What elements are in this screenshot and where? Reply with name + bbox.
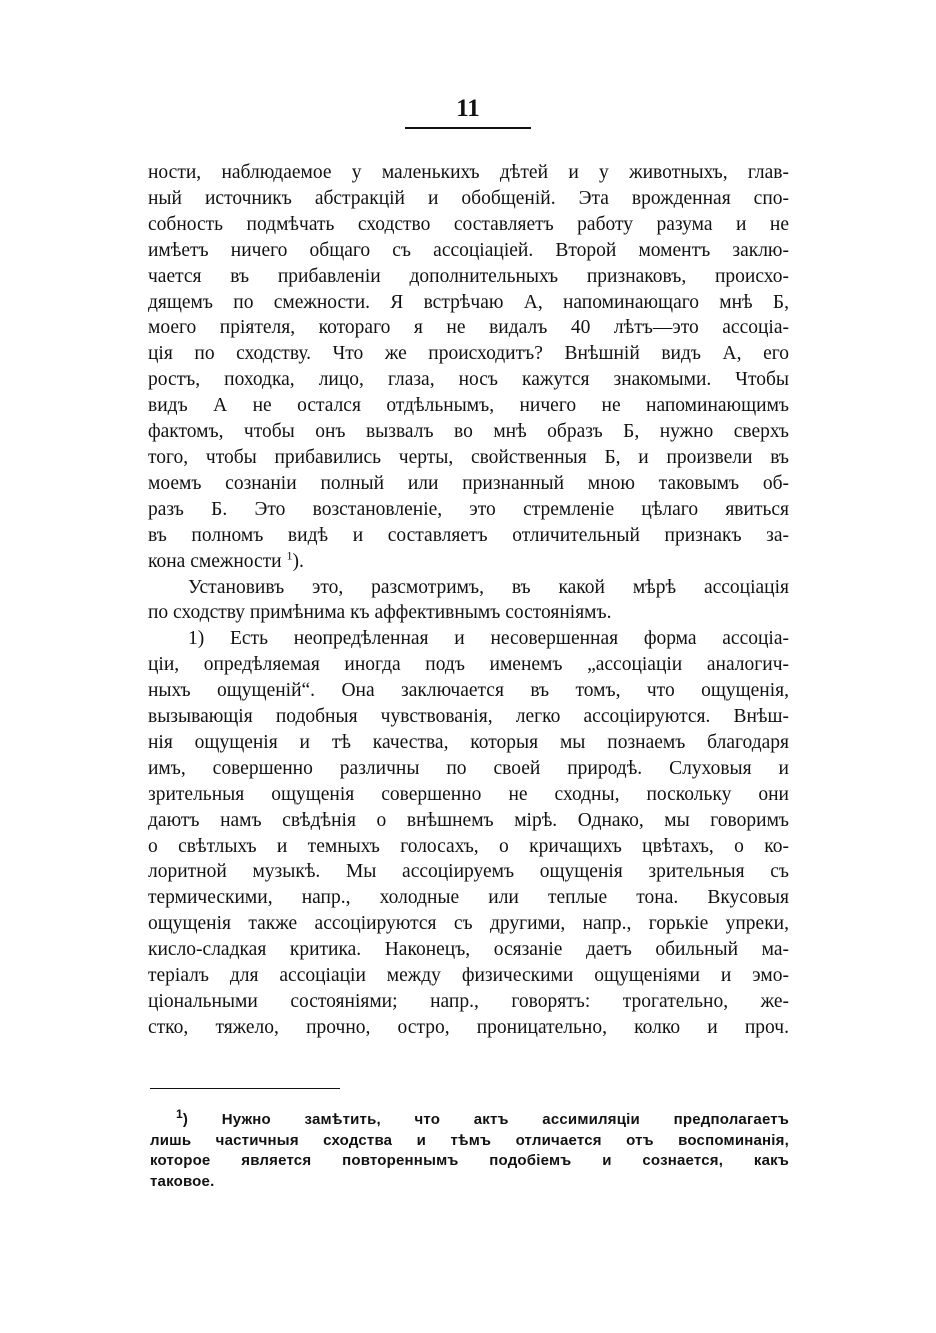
footnote-marker: 1 <box>176 1107 183 1121</box>
text-line: термическими, напр., холодные или теплые тона. Вкусовыя <box>148 887 789 909</box>
text-line: ный источникъ абстракцій и обобщеній. Эта врожденная спо- <box>148 187 789 209</box>
text-line: ція по сходству. Что же происходитъ? Внѣшній видъ А, его <box>148 343 789 365</box>
text-line: въ полномъ видѣ и составляетъ отличительный признакъ за- <box>148 524 789 546</box>
text-line: ціи, опредѣляемая иногда подъ именемъ „ассоціаціи аналогич- <box>148 654 789 676</box>
footnote-line: лишь частичныя сходства и тѣмъ отличается отъ воспоминанія, <box>150 1131 789 1149</box>
text-line-last <box>148 549 789 575</box>
text-line: стко, тяжело, прочно, остро, проницательно, колко и проч. <box>148 1016 789 1038</box>
paragraph-2 <box>148 575 789 627</box>
body-text <box>148 160 789 1041</box>
text-line: имъ, совершенно различны по своей природѣ. Слуховыя и <box>148 757 789 779</box>
footnote-line-last: таковое. <box>150 1172 215 1190</box>
paragraph-3 <box>148 626 789 1041</box>
footnote-separator <box>150 1088 340 1089</box>
text-fragment: ). <box>292 550 304 572</box>
text-line: ціональными состояніями; напр., говорятъ: трогательно, же- <box>148 991 789 1012</box>
page-number: 11 <box>456 95 480 122</box>
footnote-line <box>150 1107 789 1131</box>
text-line: дящемъ по смежности. Я встрѣчаю А, напоминающаго мнѣ Б, <box>148 291 789 313</box>
text-line: ности, наблюдаемое у маленькихъ дѣтей и у животныхъ, глав- <box>148 162 789 183</box>
text-line: 1) Есть неопредѣленная и несовершенная форма ассоціа- <box>188 628 789 650</box>
text-line: зрительныя ощущенія совершенно не сходны, поскольку они <box>148 783 789 805</box>
text-line: разъ Б. Это возстановленіе, это стремленіе цѣлаго явиться <box>148 498 789 520</box>
text-line: собность подмѣчать сходство составляетъ работу разума и не <box>148 213 789 235</box>
text-line: кисло-сладкая критика. Наконецъ, осязаніе даетъ обильный ма- <box>148 939 789 961</box>
text-line: лоритной музыкѣ. Мы ассоціируемъ ощущенія зрительныя съ <box>148 861 789 883</box>
text-line: фактомъ, чтобы онъ вызвалъ во мнѣ образъ Б, нужно сверхъ <box>148 421 789 443</box>
text-line: теріалъ для ассоціаціи между физическими ощущеніями и эмо- <box>148 965 789 987</box>
text-line: того, чтобы прибавились черты, свойственныя Б, и произвели въ <box>148 446 789 468</box>
text-line: видъ А не остался отдѣльнымъ, ничего не напоминающимъ <box>148 395 789 417</box>
text-fragment: кона смежности <box>148 550 282 572</box>
header-rule <box>405 127 531 129</box>
footnote-line: которое является повтореннымъ подобіемъ и сознается, какъ <box>150 1152 789 1169</box>
text-line: имѣетъ ничего общаго съ ассоціаціей. Второй моментъ заклю- <box>148 239 789 261</box>
text-line: вызывающія подобныя чувствованія, легко ассоціируются. Внѣш- <box>148 706 789 728</box>
text-line: моего пріятеля, котораго я не видалъ 40 лѣтъ—это ассоціа- <box>148 317 789 339</box>
footnote <box>150 1107 789 1192</box>
text-line: чается въ прибавленіи дополнительныхъ признаковъ, происхо- <box>148 265 789 287</box>
text-line: моемъ сознаніи полный или признанный мною таковымъ об- <box>148 472 789 494</box>
paragraph-1 <box>148 160 789 575</box>
text-line: ощущенія также ассоціируются съ другими, напр., горькіе упреки, <box>148 913 789 935</box>
text-line-last: по сходству примѣнима къ аффективнымъ состояніямъ. <box>148 602 612 624</box>
text-line: ростъ, походка, лицо, глаза, носъ кажутся знакомыми. Чтобы <box>148 369 789 391</box>
footnote-reference[interactable]: 1 <box>286 548 293 563</box>
text-line: даютъ намъ свѣдѣнія о внѣшнемъ мірѣ. Однако, мы говоримъ <box>148 809 789 831</box>
text-line: о свѣтлыхъ и темныхъ голосахъ, о кричащихъ цвѣтахъ, о ко- <box>148 835 789 857</box>
text-line: Установивъ это, разсмотримъ, въ какой мѣрѣ ассоціація <box>188 576 789 598</box>
text-line: ныхъ ощущеній“. Она заключается въ томъ, что ощущенія, <box>148 680 789 702</box>
text-fragment: ) Нужно замѣтить, что актъ ассимиляціи предполагаетъ <box>182 1111 789 1128</box>
text-line: нія ощущенія и тѣ качества, которыя мы познаемъ благодаря <box>148 731 789 753</box>
